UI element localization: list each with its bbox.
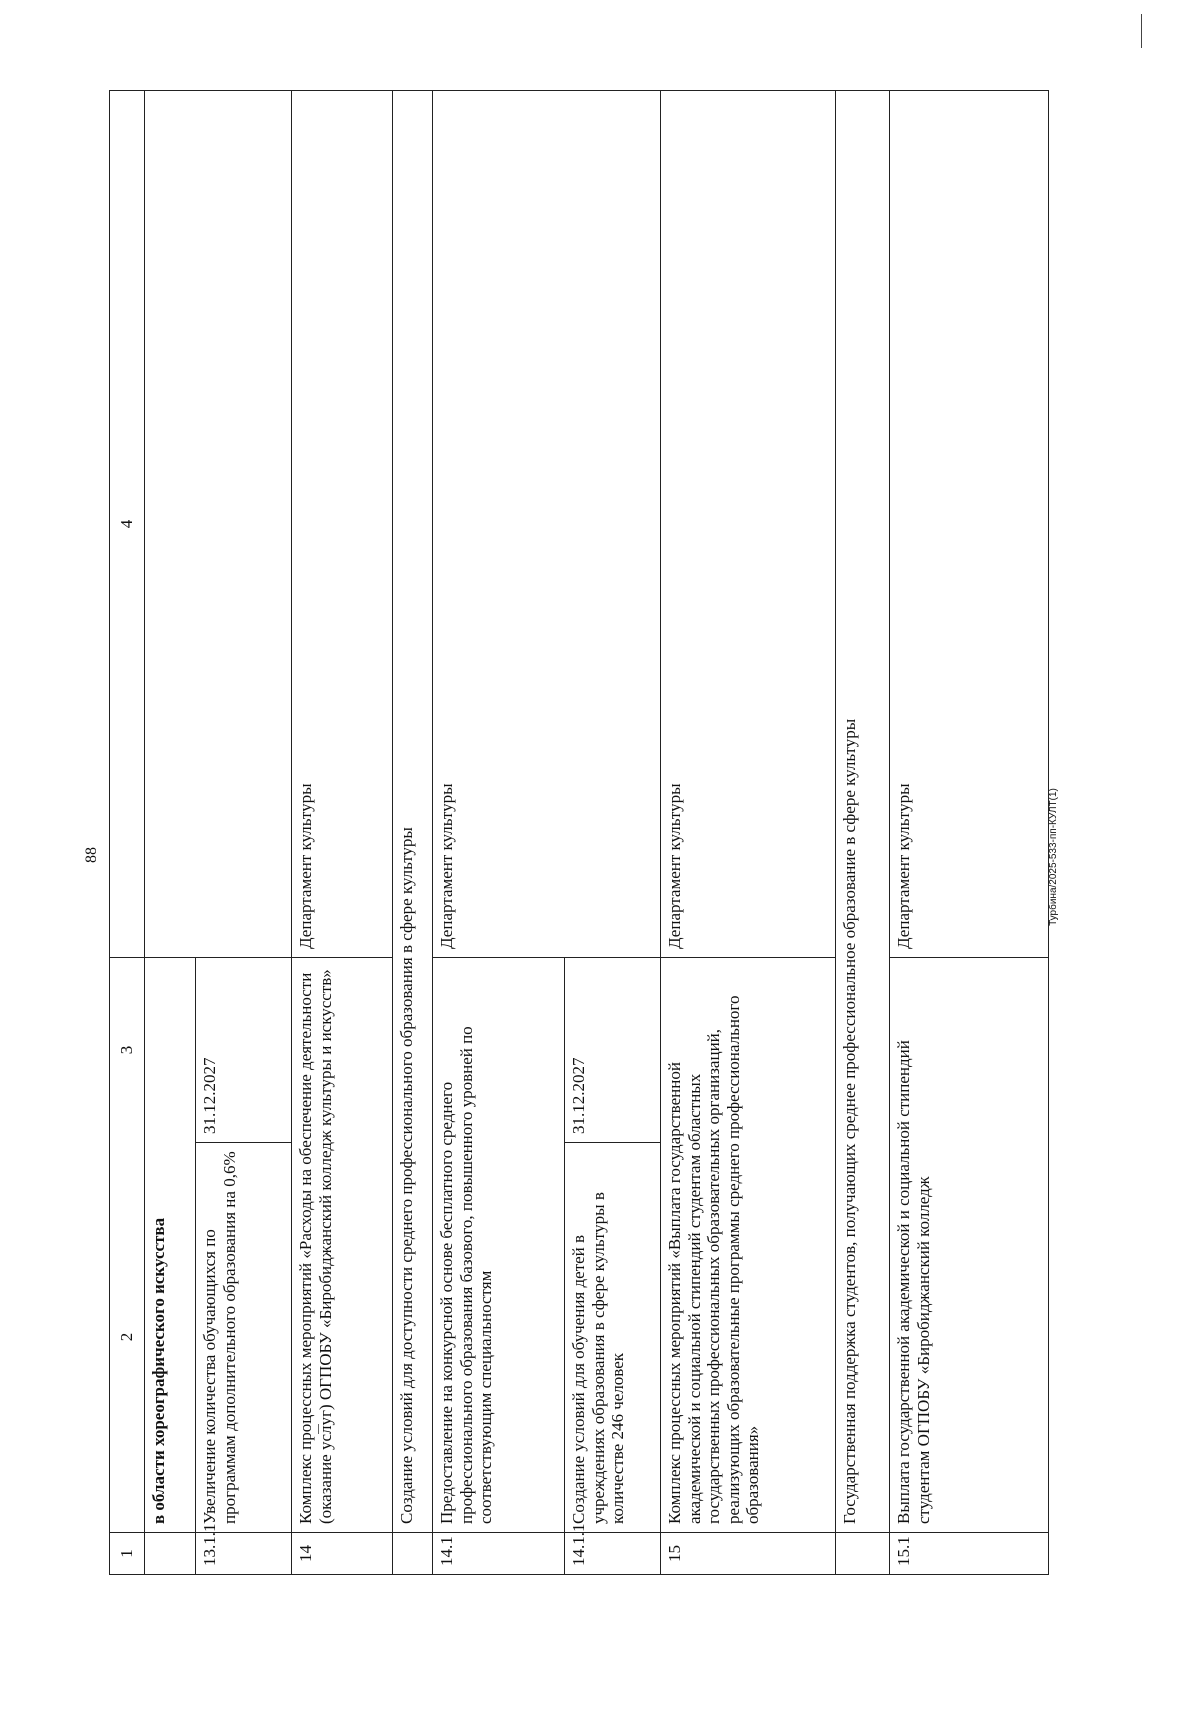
row-num: 14.1.1 — [565, 1533, 661, 1575]
header-col-1: 1 — [110, 1533, 145, 1575]
section-title: Государственная поддержка студентов, получающих среднее профессиональное образование в сфере культуры — [836, 91, 890, 1533]
header-col-2: 2 — [117, 1332, 137, 1342]
row-deadline: 31.12.2027 — [196, 958, 292, 1143]
table-row — [890, 91, 1049, 1575]
footer-code: Турбина/2025-533-пп-КУЛТ(1) — [1048, 788, 1059, 926]
page-number: 88 — [83, 847, 100, 863]
responsible-cell — [145, 91, 292, 958]
row-num: 15.1 — [890, 1533, 1049, 1575]
program-table — [109, 90, 1049, 1575]
row-name: Создание условий для обучения детей в учреждениях образования в сфере культуры в количестве 246 человек — [565, 1143, 661, 1533]
row-responsible: Департамент культуры — [292, 91, 393, 958]
table-row — [836, 91, 890, 1575]
row-num — [145, 1533, 196, 1575]
table-header-row — [110, 91, 145, 1575]
section-title: в области хореографического искусства — [145, 958, 196, 1533]
row-responsible: Департамент культуры — [433, 91, 661, 958]
row-name: Увеличение количества обучающихся по программам дополнительного образования на 0,6% — [196, 1143, 292, 1533]
row-name: Комплекс процессных мероприятий «Расходы на обеспечение деятельности (оказание услуг) ОГПОБУ «Биробиджанский колледж культуры и искусств» — [292, 958, 393, 1533]
table-row — [145, 91, 196, 1575]
row-num: 13.1.1 — [196, 1533, 292, 1575]
row-name: Выплата государственной академической и социальной стипендий студентам ОГПОБУ «Биробиджанский колледж — [890, 958, 1049, 1533]
table-row — [393, 91, 433, 1575]
table-row — [292, 91, 393, 1575]
row-name: Предоставление на конкурсной основе бесплатного среднего профессионального образования базового, повышенного уровней по соответствующим специальностям — [433, 958, 565, 1533]
row-num: 14 — [292, 1533, 393, 1575]
table-row — [661, 91, 836, 1575]
row-deadline: 31.12.2027 — [565, 958, 661, 1143]
table-rotator — [109, 90, 1049, 1575]
row-num: 15 — [661, 1533, 836, 1575]
table-row — [433, 91, 565, 1575]
row-name: Комплекс процессных мероприятий «Выплата государственной академической и социальной стипендий студентам областных государственных профессиональных образовательных организаций, реализующих образовательные программы среднего профессионального образования» — [661, 958, 836, 1533]
header-col-2-3 — [110, 958, 145, 1533]
row-num — [836, 1533, 890, 1575]
header-col-3: 3 — [117, 1045, 137, 1055]
row-responsible: Департамент культуры — [890, 91, 1049, 958]
header-col-4: 4 — [110, 91, 145, 958]
row-num: 14.1 — [433, 1533, 565, 1575]
section-title: Создание условий для доступности среднего профессионального образования в сфере культуры — [393, 91, 433, 1533]
scan-edge-mark — [1141, 14, 1142, 48]
row-num — [393, 1533, 433, 1575]
row-responsible: Департамент культуры — [661, 91, 836, 958]
